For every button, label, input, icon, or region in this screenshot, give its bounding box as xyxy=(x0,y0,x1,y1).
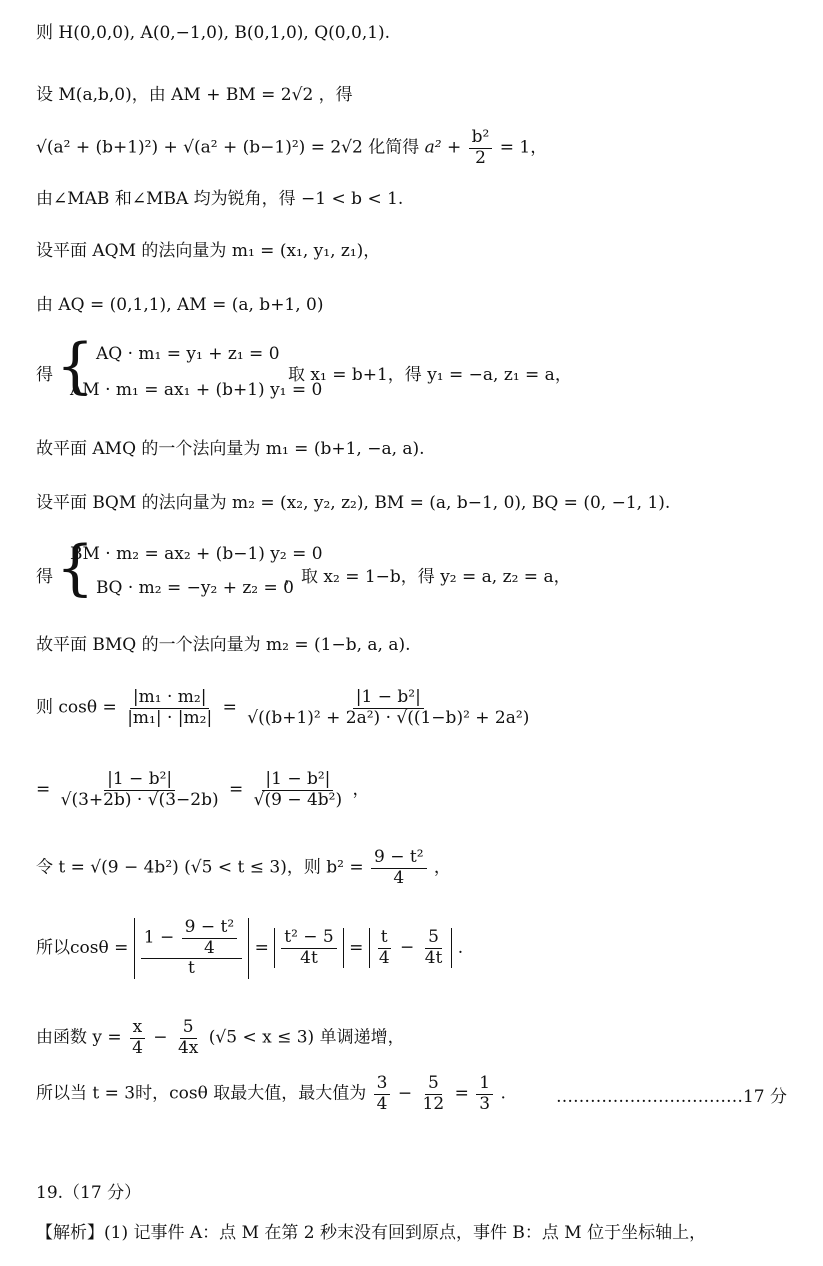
comma: ， xyxy=(352,779,370,800)
frac-single-root xyxy=(251,770,345,810)
frac-den: 2 xyxy=(475,147,486,168)
frac-num: |m₁ · m₂| xyxy=(130,688,210,709)
sqrt-sum: √(a² + (b+1)²) + √(a² + (b−1)²) = 2√2 xyxy=(36,137,363,158)
frac-num: |1 − b²| xyxy=(353,688,424,709)
frac-num: b² xyxy=(469,128,493,149)
system-2-solution: ，取 x₂ = 1−b，得 y₂ = a, z₂ = a， xyxy=(284,567,571,587)
system-1-row-2: AM · m₁ = ax₁ + (b+1) y₁ = 0 xyxy=(70,380,323,400)
frac-num: 5 xyxy=(180,1018,197,1039)
frac-num: x xyxy=(130,1018,146,1039)
line-simplify xyxy=(36,128,547,168)
frac-den: 4 xyxy=(132,1037,143,1058)
period: . xyxy=(500,1083,506,1104)
frac-num: 5 xyxy=(425,928,442,949)
equals: = xyxy=(36,779,51,800)
frac-1-3 xyxy=(476,1074,493,1114)
frac-5-over-4x xyxy=(175,1018,201,1058)
line-set-M: 设 M(a,b,0)，由 AM + BM = 2√2 ，得 xyxy=(36,85,353,105)
solution-intro: 【解析】(1) 记事件 A：点 M 在第 2 秒末没有回到原点，事件 B：点 M 位于坐标轴上， xyxy=(36,1223,707,1243)
line-cos-in-t xyxy=(36,918,463,979)
frac-5-12 xyxy=(420,1074,448,1114)
simplify-word: 化简得 xyxy=(368,137,420,158)
line-normal-m1: 故平面 AMQ 的一个法向量为 m₁ = (b+1, −a, a). xyxy=(36,439,425,459)
comma: ， xyxy=(433,857,451,878)
frac-den: 12 xyxy=(422,1093,445,1114)
frac-num: 3 xyxy=(374,1074,391,1095)
frac-inner xyxy=(182,918,238,958)
system-1-solution: 取 x₁ = b+1，得 y₁ = −a, z₁ = a， xyxy=(288,365,572,385)
frac-den: 4 xyxy=(378,947,390,968)
frac-dot-over-norms xyxy=(124,688,215,728)
frac-den: √((b+1)² + 2a²) · √((1−b)² + 2a²) xyxy=(247,707,530,728)
minus: − xyxy=(400,937,415,958)
frac-den: 4t xyxy=(300,947,318,968)
frac-den: t xyxy=(188,958,195,979)
equals: = xyxy=(254,937,269,958)
question-19-heading: 19.（17 分） xyxy=(36,1183,142,1203)
line-acute-angles: 由∠MAB 和∠MBA 均为锐角，得 −1 < b < 1. xyxy=(36,189,404,209)
line-normal-BQM: 设平面 BQM 的法向量为 m₂ = (x₂, y₂, z₂), BM = (a, b−1, 0), BQ = (0, −1, 1). xyxy=(36,493,671,513)
frac-3-4 xyxy=(374,1074,391,1114)
period: . xyxy=(457,937,464,958)
equals-one: = 1， xyxy=(499,137,548,158)
frac-den: 4t xyxy=(424,947,443,968)
minus: − xyxy=(153,1027,168,1048)
equals: = xyxy=(454,1083,469,1104)
ellipse-term: a² + xyxy=(424,137,462,158)
frac-den: |m₁| · |m₂| xyxy=(127,707,213,728)
system-2-label: 得 xyxy=(36,567,53,587)
system-2-row-1: BM · m₂ = ax₂ + (b−1) y₂ = 0 xyxy=(70,544,323,564)
frac-num: 1 xyxy=(476,1074,493,1095)
frac-num: 9 − t² xyxy=(371,848,427,869)
frac-num: |1 − b²| xyxy=(262,770,333,791)
frac-compound xyxy=(141,918,242,979)
frac-num xyxy=(141,918,242,959)
function-label: 由函数 y = xyxy=(36,1027,122,1048)
line-normal-m2: 故平面 BMQ 的一个法向量为 m₂ = (1−b, a, a). xyxy=(36,635,411,655)
frac-num: 5 xyxy=(425,1074,442,1095)
frac-b-squared xyxy=(371,848,427,888)
frac-num: |1 − b²| xyxy=(104,770,175,791)
line-substitution xyxy=(36,848,451,888)
line-monotonic xyxy=(36,1018,405,1058)
line-maximum xyxy=(36,1074,506,1114)
frac-5-over-4t xyxy=(422,928,446,968)
abs-frac2 xyxy=(274,928,344,968)
system-1-row-1: AQ · m₁ = y₁ + z₁ = 0 xyxy=(96,344,280,364)
frac-expanded xyxy=(244,688,532,728)
frac-t-over-4 xyxy=(376,928,393,968)
frac-product-roots xyxy=(58,770,222,810)
abs-complex xyxy=(134,918,249,979)
cos-label: 则 cosθ = xyxy=(36,697,117,718)
score-marker: ……………………………17 分 xyxy=(555,1087,787,1107)
one-minus: 1 − xyxy=(143,927,175,948)
frac-x-over-4 xyxy=(129,1018,146,1058)
domain-increasing: (√5 < x ≤ 3) 单调递增， xyxy=(208,1027,405,1048)
frac-den: √(3+2b) · √(3−2b) xyxy=(60,789,219,810)
brace-2: { xyxy=(56,533,95,603)
frac-den: 4 xyxy=(393,867,405,888)
equals: = xyxy=(229,779,244,800)
minus: − xyxy=(397,1083,413,1104)
fraction-b2-over-2 xyxy=(469,128,493,168)
let-t: 令 t = √(9 − 4b²) (√5 < t ≤ 3)，则 b² = xyxy=(36,857,364,878)
frac-t2 xyxy=(281,928,337,968)
system-2-row-2: BQ · m₂ = −y₂ + z₂ = 0 xyxy=(96,578,294,598)
frac-den: √(9 − 4b²) xyxy=(253,789,343,810)
line-cos-theta xyxy=(36,688,534,728)
equals: = xyxy=(349,937,364,958)
line-coordinates: 则 H(0,0,0), A(0,−1,0), B(0,1,0), Q(0,0,1). xyxy=(36,23,391,43)
frac-num: 9 − t² xyxy=(182,918,238,939)
line-simplified-cos xyxy=(36,770,370,810)
frac-num: t² − 5 xyxy=(281,928,337,949)
brace-1: { xyxy=(56,331,95,401)
frac-den: 4 xyxy=(376,1093,388,1114)
line-vectors-AQ-AM: 由 AQ = (0,1,1), AM = (a, b+1, 0) xyxy=(36,295,324,315)
line-normal-AQM: 设平面 AQM 的法向量为 m₁ = (x₁, y₁, z₁)， xyxy=(36,241,381,261)
abs-diff xyxy=(369,928,453,968)
frac-num: t xyxy=(378,928,391,949)
system-1-label: 得 xyxy=(36,365,53,385)
equals: = xyxy=(222,697,237,718)
so-cos: 所以cosθ = xyxy=(36,937,129,958)
frac-den: 4 xyxy=(204,937,215,958)
max-text: 所以当 t = 3时，cosθ 取最大值，最大值为 xyxy=(36,1083,367,1104)
frac-den: 4x xyxy=(177,1037,199,1058)
frac-den: 3 xyxy=(479,1093,491,1114)
